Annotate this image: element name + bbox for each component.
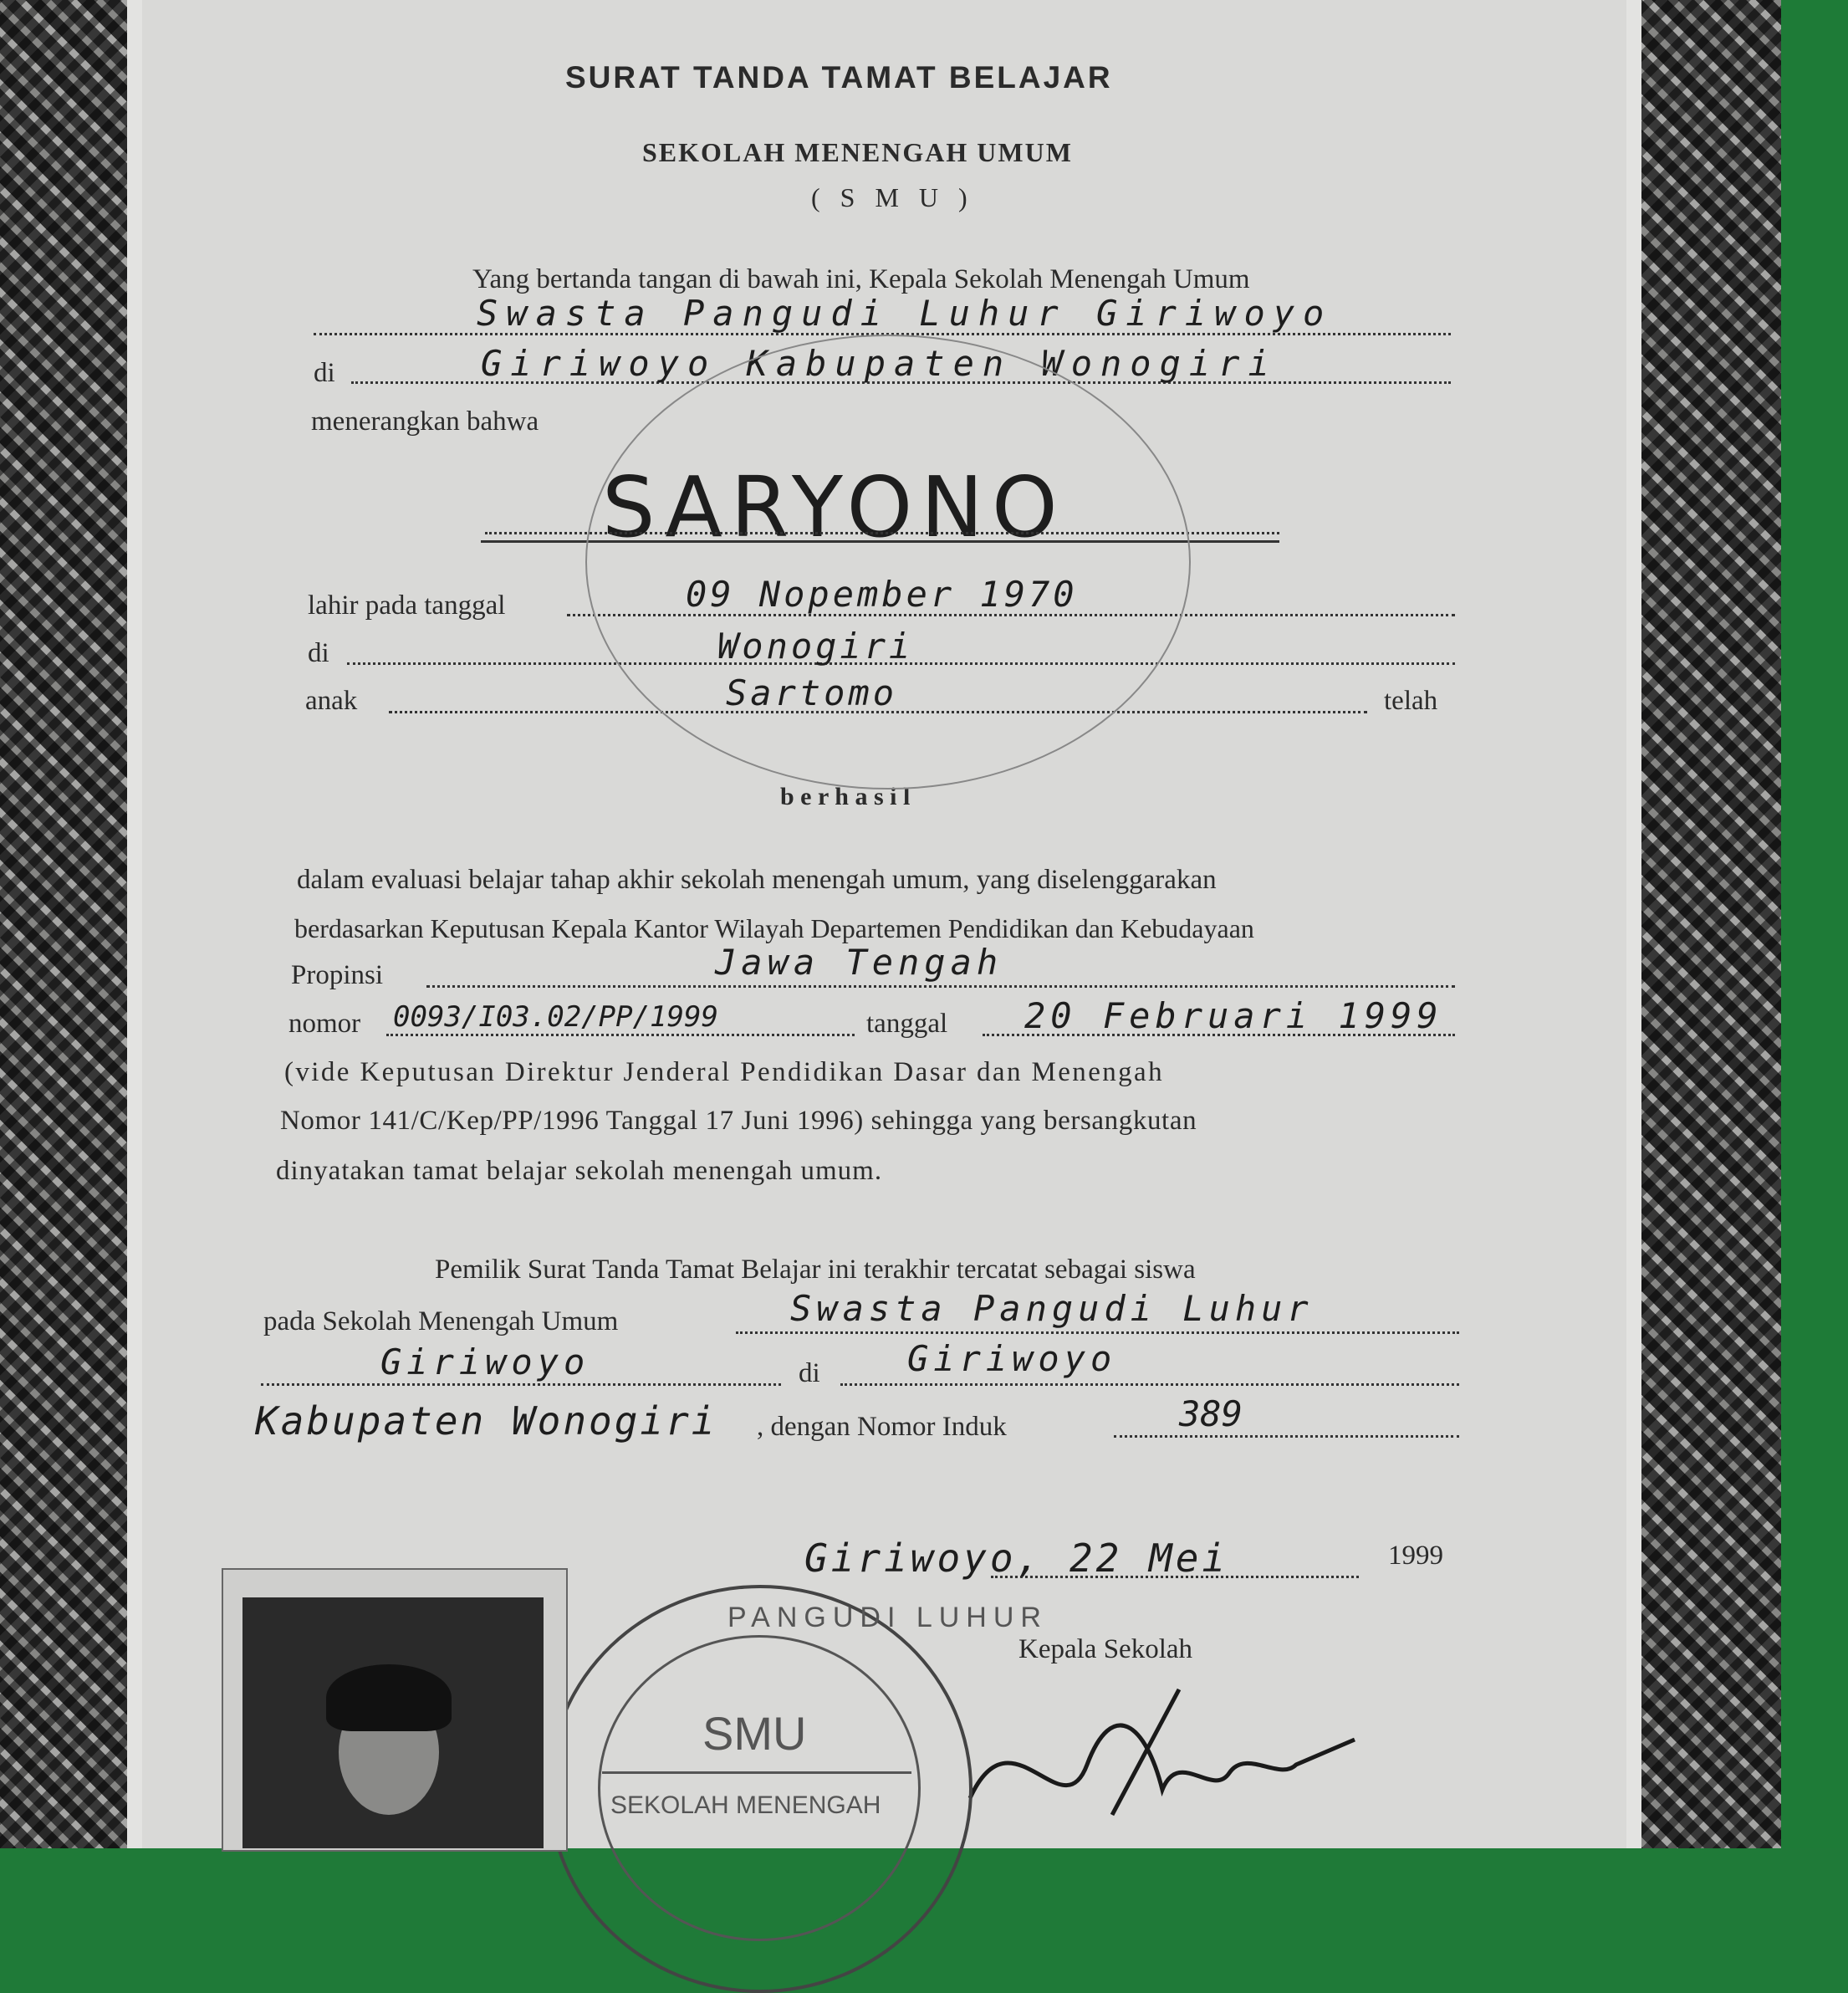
owner-school-cont-line <box>261 1383 781 1386</box>
background-stamp <box>585 335 1191 790</box>
decree-number-label: nomor <box>288 1009 361 1039</box>
province-handwritten: Jawa Tengah <box>715 942 1003 983</box>
birth-place-label: di <box>308 638 329 668</box>
decree-line-2: berdasarkan Keputusan Kepala Kantor Wilayah Departemen Pendidikan dan Kebudayaan <box>294 913 1254 943</box>
school-abbrev: ( S M U ) <box>811 182 974 212</box>
owner-school-cont-handwritten: Giriwoyo <box>380 1341 590 1382</box>
birth-date-label: lahir pada tanggal <box>308 590 506 621</box>
birth-place-handwritten: Wonogiri <box>717 626 914 667</box>
signature-scribble <box>962 1673 1363 1832</box>
result-text: b e r h a s i l <box>780 783 911 810</box>
school-name-handwritten: Swasta Pangudi Luhur Giriwoyo <box>477 293 1333 334</box>
decree-line-7: dinyatakan tamat belajar sekolah menengah umum. <box>276 1156 883 1186</box>
owner-school-line <box>736 1331 1459 1334</box>
student-name: SARYONO <box>602 458 1066 556</box>
birth-date-handwritten: 09 Nopember 1970 <box>686 574 1078 615</box>
parent-handwritten: Sartomo <box>726 672 898 713</box>
location-label: di <box>314 358 335 388</box>
photo-hair <box>326 1664 452 1731</box>
owner-school-handwritten: Swasta Pangudi Luhur <box>790 1288 1314 1329</box>
stamp-top-text: PANGUDI LUHUR <box>727 1602 1048 1633</box>
decorative-border-left <box>0 0 142 1848</box>
province-label: Propinsi <box>291 960 384 990</box>
owner-place-handwritten: Giriwoyo <box>907 1338 1117 1379</box>
decree-line-6: Nomor 141/C/Kep/PP/1996 Tanggal 17 Juni 1996) sehingga yang bersangkutan <box>280 1106 1197 1136</box>
owner-regency-handwritten: Kabupaten Wonogiri <box>255 1398 717 1444</box>
signature-role: Kepala Sekolah <box>1018 1634 1193 1664</box>
owner-school-label: pada Sekolah Menengah Umum <box>263 1306 619 1336</box>
telah-label: telah <box>1384 686 1438 716</box>
official-stamp-inner <box>598 1635 921 1941</box>
place-date-handwritten: Giriwoyo, 22 Mei <box>804 1536 1229 1581</box>
parent-label: anak <box>305 686 358 716</box>
owner-place-line <box>840 1383 1459 1386</box>
signature-year: 1999 <box>1388 1541 1443 1571</box>
owner-line-1: Pemilik Surat Tanda Tamat Belajar ini terakhir tercatat sebagai siswa <box>435 1255 1196 1285</box>
menerangkan-label: menerangkan bahwa <box>311 406 539 437</box>
school-type-heading: SEKOLAH MENENGAH UMUM <box>642 137 1073 167</box>
province-line <box>426 985 1455 988</box>
decree-line-1: dalam evaluasi belajar tahap akhir sekolah menengah umum, yang diselenggarakan <box>297 865 1217 895</box>
student-photo <box>242 1597 544 1848</box>
background-surface <box>1781 0 1848 1848</box>
document-title: SURAT TANDA TAMAT BELAJAR <box>565 60 1113 95</box>
decree-number-handwritten: 0093/I03.02/PP/1999 <box>393 1000 718 1034</box>
stamp-bottom-text: SEKOLAH MENENGAH <box>610 1791 881 1819</box>
decree-date-label: tanggal <box>866 1009 948 1039</box>
induk-line <box>1114 1435 1459 1438</box>
owner-place-label: di <box>799 1358 820 1388</box>
stamp-divider <box>602 1771 911 1774</box>
induk-handwritten: 389 <box>1179 1393 1243 1434</box>
intro-line: Yang bertanda tangan di bawah ini, Kepala Sekolah Menengah Umum <box>472 264 1250 294</box>
induk-label: , dengan Nomor Induk <box>757 1412 1007 1442</box>
decree-date-handwritten: 20 Februari 1999 <box>1024 995 1443 1036</box>
decree-line-5: (vide Keputusan Direktur Jenderal Pendidikan Dasar dan Menengah <box>284 1057 1164 1087</box>
location-handwritten: Giriwoyo Kabupaten Wonogiri <box>481 343 1278 384</box>
stamp-center-text: SMU <box>702 1707 807 1760</box>
decree-number-line <box>386 1034 855 1036</box>
